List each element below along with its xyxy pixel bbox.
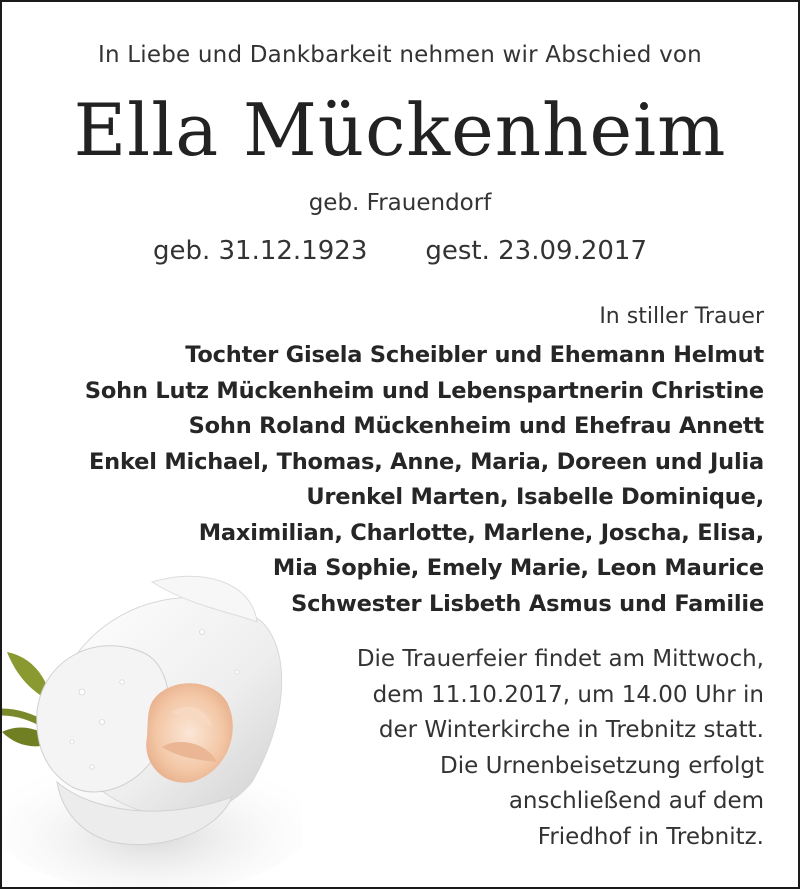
mourner-line: Maximilian, Charlotte, Marlene, Joscha, Elisa, (198, 519, 764, 546)
mourner-line: Sohn Lutz Mückenheim und Lebenspartnerin Christine (84, 377, 764, 404)
mourner-line: Mia Sophie, Emely Marie, Leon Maurice (272, 555, 764, 581)
white-rose-icon (2, 562, 302, 889)
maiden-name: geb. Frauendorf (308, 190, 492, 216)
mourner-line: Urenkel Marten, Isabelle Dominique, (306, 484, 764, 510)
mourner-line: Schwester Lisbeth Asmus und Familie (291, 590, 764, 617)
mourner-line: Sohn Roland Mückenheim und Ehefrau Annett (188, 413, 764, 439)
service-line: Friedhof in Trebnitz. (537, 823, 764, 850)
deceased-name: Ella Mückenheim (73, 88, 727, 172)
mourner-line: Enkel Michael, Thomas, Anne, Maria, Doreen und Julia (89, 448, 764, 475)
life-dates (2, 236, 798, 266)
service-info (357, 642, 764, 855)
service-line: Die Trauerfeier findet am Mittwoch, (356, 646, 764, 672)
service-line: Die Urnenbeisetzung erfolgt (440, 752, 764, 779)
service-line: der Winterkirche in Trebnitz statt. (378, 717, 764, 743)
death-date: gest. 23.09.2017 (425, 236, 648, 266)
birth-date: geb. 31.12.1923 (152, 236, 368, 266)
service-line: dem 11.10.2017, um 14.00 Uhr in (372, 681, 764, 708)
mourner-line: Tochter Gisela Scheibler und Ehemann Helmut (185, 342, 764, 368)
mourning-intro: In stiller Trauer (599, 304, 764, 329)
intro-text: In Liebe und Dankbarkeit nehmen wir Abschied von (98, 42, 702, 68)
service-line: anschließend auf dem (508, 788, 764, 814)
